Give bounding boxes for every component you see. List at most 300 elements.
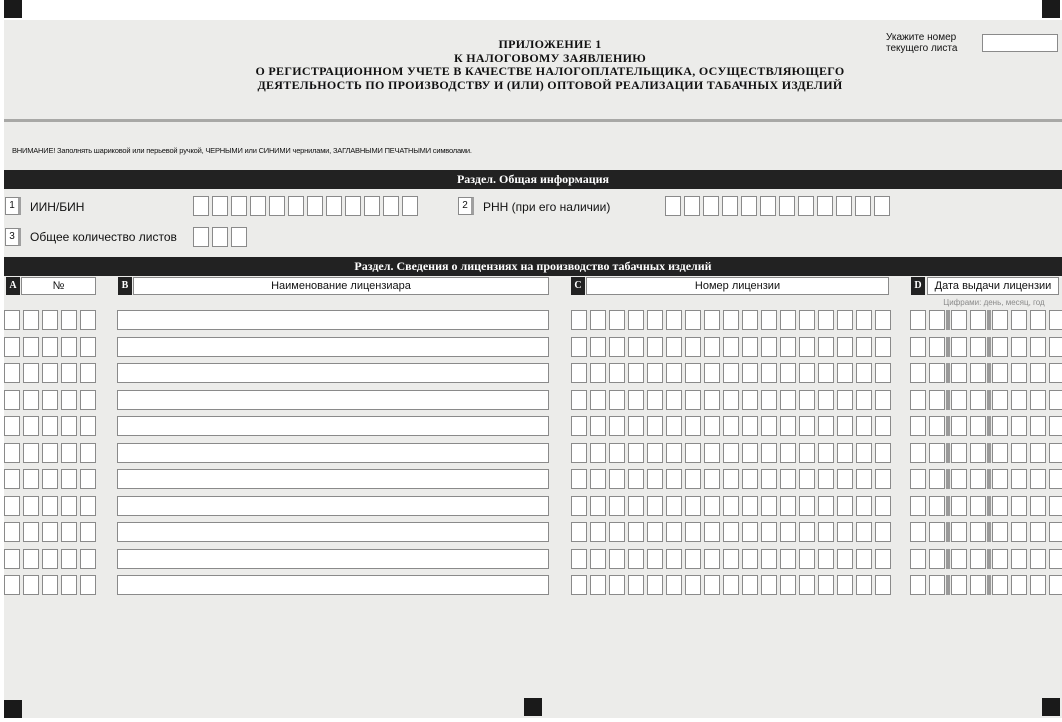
license-number-cell[interactable] bbox=[780, 549, 796, 569]
license-number-cell[interactable] bbox=[685, 443, 701, 463]
license-number-cell[interactable] bbox=[799, 549, 815, 569]
issue-date-cell[interactable] bbox=[1011, 310, 1027, 330]
issue-date-cell[interactable] bbox=[910, 363, 926, 383]
license-number-cell[interactable] bbox=[723, 310, 739, 330]
license-number-cell[interactable] bbox=[704, 443, 720, 463]
license-number-cell[interactable] bbox=[818, 416, 834, 436]
row-number-cell[interactable] bbox=[23, 575, 39, 595]
issue-date-cell[interactable] bbox=[992, 363, 1008, 383]
license-number-cell[interactable] bbox=[571, 363, 587, 383]
row-number-cell[interactable] bbox=[42, 469, 58, 489]
row-number-cell[interactable] bbox=[23, 496, 39, 516]
row-number-cell[interactable] bbox=[80, 337, 96, 357]
row-number-cell[interactable] bbox=[23, 390, 39, 410]
license-number-cell[interactable] bbox=[609, 549, 625, 569]
license-number-cell[interactable] bbox=[685, 310, 701, 330]
license-number-cell[interactable] bbox=[761, 496, 777, 516]
license-number-cell[interactable] bbox=[590, 390, 606, 410]
licensor-name-input[interactable] bbox=[117, 522, 549, 542]
row-number-cell[interactable] bbox=[80, 310, 96, 330]
licensor-name-input[interactable] bbox=[117, 469, 549, 489]
license-number-cell[interactable] bbox=[799, 575, 815, 595]
issue-date-cell[interactable] bbox=[910, 337, 926, 357]
license-number-cell[interactable] bbox=[685, 337, 701, 357]
iin-bin-cell[interactable] bbox=[212, 196, 228, 216]
row-number-cell[interactable] bbox=[42, 337, 58, 357]
license-number-cell[interactable] bbox=[742, 390, 758, 410]
license-number-cell[interactable] bbox=[666, 390, 682, 410]
license-number-cell[interactable] bbox=[647, 522, 663, 542]
license-number-cell[interactable] bbox=[704, 416, 720, 436]
issue-date-cell[interactable] bbox=[1049, 549, 1062, 569]
license-number-cell[interactable] bbox=[628, 363, 644, 383]
row-number-cell[interactable] bbox=[23, 522, 39, 542]
license-number-cell[interactable] bbox=[875, 443, 891, 463]
license-number-cell[interactable] bbox=[571, 496, 587, 516]
licensor-name-input[interactable] bbox=[117, 496, 549, 516]
license-number-cell[interactable] bbox=[704, 549, 720, 569]
issue-date-cell[interactable] bbox=[910, 522, 926, 542]
license-number-cell[interactable] bbox=[875, 522, 891, 542]
license-number-cell[interactable] bbox=[799, 522, 815, 542]
rnn-cell[interactable] bbox=[836, 196, 852, 216]
row-number-cell[interactable] bbox=[42, 363, 58, 383]
license-number-cell[interactable] bbox=[723, 337, 739, 357]
iin-bin-cell[interactable] bbox=[269, 196, 285, 216]
license-number-cell[interactable] bbox=[590, 337, 606, 357]
iin-bin-cell[interactable] bbox=[250, 196, 266, 216]
issue-date-cell[interactable] bbox=[1049, 575, 1062, 595]
license-number-cell[interactable] bbox=[571, 310, 587, 330]
license-number-cell[interactable] bbox=[780, 337, 796, 357]
license-number-cell[interactable] bbox=[742, 363, 758, 383]
license-number-cell[interactable] bbox=[837, 496, 853, 516]
license-number-cell[interactable] bbox=[761, 390, 777, 410]
issue-date-cell[interactable] bbox=[1011, 469, 1027, 489]
issue-date-cell[interactable] bbox=[1049, 416, 1062, 436]
rnn-cell[interactable] bbox=[703, 196, 719, 216]
license-number-cell[interactable] bbox=[590, 575, 606, 595]
license-number-cell[interactable] bbox=[609, 575, 625, 595]
iin-bin-cell[interactable] bbox=[231, 196, 247, 216]
license-number-cell[interactable] bbox=[875, 363, 891, 383]
iin-bin-cell[interactable] bbox=[307, 196, 323, 216]
row-number-cell[interactable] bbox=[4, 469, 20, 489]
license-number-cell[interactable] bbox=[818, 496, 834, 516]
issue-date-cell[interactable] bbox=[970, 443, 986, 463]
license-number-cell[interactable] bbox=[666, 310, 682, 330]
license-number-cell[interactable] bbox=[742, 522, 758, 542]
row-number-cell[interactable] bbox=[4, 522, 20, 542]
license-number-cell[interactable] bbox=[799, 310, 815, 330]
license-number-cell[interactable] bbox=[704, 310, 720, 330]
row-number-cell[interactable] bbox=[42, 575, 58, 595]
license-number-cell[interactable] bbox=[761, 443, 777, 463]
issue-date-cell[interactable] bbox=[929, 469, 945, 489]
sheet-count-cell[interactable] bbox=[212, 227, 228, 247]
license-number-cell[interactable] bbox=[837, 575, 853, 595]
issue-date-cell[interactable] bbox=[910, 416, 926, 436]
license-number-cell[interactable] bbox=[628, 469, 644, 489]
row-number-cell[interactable] bbox=[23, 337, 39, 357]
license-number-cell[interactable] bbox=[780, 390, 796, 410]
license-number-cell[interactable] bbox=[571, 522, 587, 542]
license-number-cell[interactable] bbox=[799, 390, 815, 410]
license-number-cell[interactable] bbox=[685, 575, 701, 595]
license-number-cell[interactable] bbox=[647, 469, 663, 489]
license-number-cell[interactable] bbox=[590, 310, 606, 330]
license-number-cell[interactable] bbox=[856, 390, 872, 410]
license-number-cell[interactable] bbox=[818, 310, 834, 330]
license-number-cell[interactable] bbox=[609, 443, 625, 463]
issue-date-cell[interactable] bbox=[1030, 496, 1046, 516]
license-number-cell[interactable] bbox=[818, 469, 834, 489]
issue-date-cell[interactable] bbox=[1011, 522, 1027, 542]
license-number-cell[interactable] bbox=[856, 522, 872, 542]
license-number-cell[interactable] bbox=[761, 416, 777, 436]
license-number-cell[interactable] bbox=[723, 469, 739, 489]
license-number-cell[interactable] bbox=[647, 337, 663, 357]
license-number-cell[interactable] bbox=[761, 549, 777, 569]
issue-date-cell[interactable] bbox=[970, 363, 986, 383]
issue-date-cell[interactable] bbox=[1011, 496, 1027, 516]
issue-date-cell[interactable] bbox=[992, 522, 1008, 542]
license-number-cell[interactable] bbox=[628, 549, 644, 569]
license-number-cell[interactable] bbox=[723, 416, 739, 436]
license-number-cell[interactable] bbox=[818, 337, 834, 357]
issue-date-cell[interactable] bbox=[951, 443, 967, 463]
license-number-cell[interactable] bbox=[856, 469, 872, 489]
license-number-cell[interactable] bbox=[723, 363, 739, 383]
license-number-cell[interactable] bbox=[799, 337, 815, 357]
issue-date-cell[interactable] bbox=[951, 575, 967, 595]
license-number-cell[interactable] bbox=[590, 522, 606, 542]
license-number-cell[interactable] bbox=[666, 522, 682, 542]
issue-date-cell[interactable] bbox=[951, 469, 967, 489]
row-number-cell[interactable] bbox=[4, 443, 20, 463]
license-number-cell[interactable] bbox=[647, 496, 663, 516]
license-number-cell[interactable] bbox=[685, 522, 701, 542]
row-number-cell[interactable] bbox=[42, 496, 58, 516]
rnn-cell[interactable] bbox=[665, 196, 681, 216]
row-number-cell[interactable] bbox=[23, 416, 39, 436]
issue-date-cell[interactable] bbox=[929, 575, 945, 595]
issue-date-cell[interactable] bbox=[970, 390, 986, 410]
row-number-cell[interactable] bbox=[61, 310, 77, 330]
iin-bin-cell[interactable] bbox=[402, 196, 418, 216]
issue-date-cell[interactable] bbox=[1030, 522, 1046, 542]
issue-date-cell[interactable] bbox=[929, 522, 945, 542]
license-number-cell[interactable] bbox=[742, 337, 758, 357]
licensor-name-input[interactable] bbox=[117, 443, 549, 463]
issue-date-cell[interactable] bbox=[970, 310, 986, 330]
row-number-cell[interactable] bbox=[61, 549, 77, 569]
license-number-cell[interactable] bbox=[856, 416, 872, 436]
row-number-cell[interactable] bbox=[23, 310, 39, 330]
row-number-cell[interactable] bbox=[42, 522, 58, 542]
issue-date-cell[interactable] bbox=[951, 310, 967, 330]
license-number-cell[interactable] bbox=[647, 390, 663, 410]
issue-date-cell[interactable] bbox=[992, 469, 1008, 489]
license-number-cell[interactable] bbox=[685, 496, 701, 516]
issue-date-cell[interactable] bbox=[929, 549, 945, 569]
issue-date-cell[interactable] bbox=[970, 496, 986, 516]
row-number-cell[interactable] bbox=[23, 549, 39, 569]
license-number-cell[interactable] bbox=[609, 337, 625, 357]
licensor-name-input[interactable] bbox=[117, 549, 549, 569]
license-number-cell[interactable] bbox=[609, 390, 625, 410]
rnn-cell[interactable] bbox=[855, 196, 871, 216]
issue-date-cell[interactable] bbox=[970, 416, 986, 436]
license-number-cell[interactable] bbox=[571, 416, 587, 436]
license-number-cell[interactable] bbox=[571, 443, 587, 463]
issue-date-cell[interactable] bbox=[1030, 310, 1046, 330]
license-number-cell[interactable] bbox=[780, 416, 796, 436]
license-number-cell[interactable] bbox=[590, 469, 606, 489]
license-number-cell[interactable] bbox=[761, 522, 777, 542]
row-number-cell[interactable] bbox=[61, 363, 77, 383]
license-number-cell[interactable] bbox=[590, 416, 606, 436]
row-number-cell[interactable] bbox=[42, 416, 58, 436]
license-number-cell[interactable] bbox=[628, 443, 644, 463]
row-number-cell[interactable] bbox=[4, 549, 20, 569]
licensor-name-input[interactable] bbox=[117, 337, 549, 357]
license-number-cell[interactable] bbox=[780, 363, 796, 383]
issue-date-cell[interactable] bbox=[951, 549, 967, 569]
license-number-cell[interactable] bbox=[761, 310, 777, 330]
license-number-cell[interactable] bbox=[818, 549, 834, 569]
license-number-cell[interactable] bbox=[590, 496, 606, 516]
iin-bin-cell[interactable] bbox=[193, 196, 209, 216]
license-number-cell[interactable] bbox=[818, 575, 834, 595]
row-number-cell[interactable] bbox=[4, 390, 20, 410]
row-number-cell[interactable] bbox=[80, 390, 96, 410]
issue-date-cell[interactable] bbox=[1011, 363, 1027, 383]
license-number-cell[interactable] bbox=[742, 496, 758, 516]
rnn-cell[interactable] bbox=[874, 196, 890, 216]
license-number-cell[interactable] bbox=[609, 363, 625, 383]
row-number-cell[interactable] bbox=[80, 443, 96, 463]
licensor-name-input[interactable] bbox=[117, 363, 549, 383]
sheet-count-cell[interactable] bbox=[193, 227, 209, 247]
license-number-cell[interactable] bbox=[761, 469, 777, 489]
license-number-cell[interactable] bbox=[818, 522, 834, 542]
license-number-cell[interactable] bbox=[590, 363, 606, 383]
issue-date-cell[interactable] bbox=[951, 496, 967, 516]
license-number-cell[interactable] bbox=[837, 549, 853, 569]
license-number-cell[interactable] bbox=[856, 337, 872, 357]
license-number-cell[interactable] bbox=[780, 522, 796, 542]
issue-date-cell[interactable] bbox=[1030, 337, 1046, 357]
issue-date-cell[interactable] bbox=[1011, 575, 1027, 595]
license-number-cell[interactable] bbox=[685, 416, 701, 436]
row-number-cell[interactable] bbox=[61, 522, 77, 542]
issue-date-cell[interactable] bbox=[951, 363, 967, 383]
license-number-cell[interactable] bbox=[704, 575, 720, 595]
issue-date-cell[interactable] bbox=[992, 443, 1008, 463]
iin-bin-cell[interactable] bbox=[288, 196, 304, 216]
rnn-cell[interactable] bbox=[760, 196, 776, 216]
row-number-cell[interactable] bbox=[4, 363, 20, 383]
issue-date-cell[interactable] bbox=[992, 575, 1008, 595]
license-number-cell[interactable] bbox=[761, 337, 777, 357]
license-number-cell[interactable] bbox=[723, 390, 739, 410]
row-number-cell[interactable] bbox=[61, 575, 77, 595]
issue-date-cell[interactable] bbox=[910, 575, 926, 595]
license-number-cell[interactable] bbox=[609, 416, 625, 436]
row-number-cell[interactable] bbox=[80, 469, 96, 489]
license-number-cell[interactable] bbox=[571, 549, 587, 569]
issue-date-cell[interactable] bbox=[970, 522, 986, 542]
license-number-cell[interactable] bbox=[856, 575, 872, 595]
license-number-cell[interactable] bbox=[571, 575, 587, 595]
rnn-cell[interactable] bbox=[817, 196, 833, 216]
row-number-cell[interactable] bbox=[4, 310, 20, 330]
licensor-name-input[interactable] bbox=[117, 416, 549, 436]
row-number-cell[interactable] bbox=[80, 522, 96, 542]
row-number-cell[interactable] bbox=[80, 549, 96, 569]
issue-date-cell[interactable] bbox=[929, 310, 945, 330]
license-number-cell[interactable] bbox=[571, 390, 587, 410]
sheet-number-input[interactable] bbox=[982, 34, 1058, 52]
issue-date-cell[interactable] bbox=[1011, 549, 1027, 569]
row-number-cell[interactable] bbox=[80, 416, 96, 436]
row-number-cell[interactable] bbox=[80, 496, 96, 516]
license-number-cell[interactable] bbox=[647, 549, 663, 569]
row-number-cell[interactable] bbox=[4, 337, 20, 357]
license-number-cell[interactable] bbox=[799, 363, 815, 383]
row-number-cell[interactable] bbox=[23, 443, 39, 463]
row-number-cell[interactable] bbox=[61, 469, 77, 489]
sheet-count-cell[interactable] bbox=[231, 227, 247, 247]
license-number-cell[interactable] bbox=[723, 522, 739, 542]
iin-bin-cell[interactable] bbox=[326, 196, 342, 216]
iin-bin-cell[interactable] bbox=[345, 196, 361, 216]
license-number-cell[interactable] bbox=[590, 443, 606, 463]
issue-date-cell[interactable] bbox=[970, 469, 986, 489]
row-number-cell[interactable] bbox=[4, 496, 20, 516]
issue-date-cell[interactable] bbox=[970, 549, 986, 569]
license-number-cell[interactable] bbox=[666, 363, 682, 383]
license-number-cell[interactable] bbox=[628, 337, 644, 357]
license-number-cell[interactable] bbox=[742, 549, 758, 569]
license-number-cell[interactable] bbox=[742, 416, 758, 436]
issue-date-cell[interactable] bbox=[951, 416, 967, 436]
license-number-cell[interactable] bbox=[799, 416, 815, 436]
licensor-name-input[interactable] bbox=[117, 575, 549, 595]
license-number-cell[interactable] bbox=[685, 549, 701, 569]
issue-date-cell[interactable] bbox=[1030, 390, 1046, 410]
license-number-cell[interactable] bbox=[856, 443, 872, 463]
issue-date-cell[interactable] bbox=[929, 390, 945, 410]
issue-date-cell[interactable] bbox=[929, 443, 945, 463]
license-number-cell[interactable] bbox=[761, 363, 777, 383]
issue-date-cell[interactable] bbox=[970, 337, 986, 357]
license-number-cell[interactable] bbox=[704, 522, 720, 542]
row-number-cell[interactable] bbox=[61, 390, 77, 410]
row-number-cell[interactable] bbox=[23, 363, 39, 383]
license-number-cell[interactable] bbox=[571, 469, 587, 489]
license-number-cell[interactable] bbox=[723, 575, 739, 595]
license-number-cell[interactable] bbox=[799, 443, 815, 463]
license-number-cell[interactable] bbox=[647, 363, 663, 383]
issue-date-cell[interactable] bbox=[929, 416, 945, 436]
row-number-cell[interactable] bbox=[61, 337, 77, 357]
license-number-cell[interactable] bbox=[666, 337, 682, 357]
issue-date-cell[interactable] bbox=[951, 522, 967, 542]
issue-date-cell[interactable] bbox=[910, 469, 926, 489]
license-number-cell[interactable] bbox=[818, 443, 834, 463]
license-number-cell[interactable] bbox=[856, 496, 872, 516]
issue-date-cell[interactable] bbox=[1011, 443, 1027, 463]
issue-date-cell[interactable] bbox=[1049, 337, 1062, 357]
license-number-cell[interactable] bbox=[647, 443, 663, 463]
license-number-cell[interactable] bbox=[780, 469, 796, 489]
licensor-name-input[interactable] bbox=[117, 390, 549, 410]
issue-date-cell[interactable] bbox=[1011, 416, 1027, 436]
issue-date-cell[interactable] bbox=[1030, 443, 1046, 463]
license-number-cell[interactable] bbox=[628, 310, 644, 330]
rnn-cell[interactable] bbox=[779, 196, 795, 216]
license-number-cell[interactable] bbox=[856, 363, 872, 383]
issue-date-cell[interactable] bbox=[1030, 416, 1046, 436]
issue-date-cell[interactable] bbox=[992, 390, 1008, 410]
license-number-cell[interactable] bbox=[837, 416, 853, 436]
issue-date-cell[interactable] bbox=[1049, 469, 1062, 489]
issue-date-cell[interactable] bbox=[1049, 310, 1062, 330]
license-number-cell[interactable] bbox=[628, 496, 644, 516]
license-number-cell[interactable] bbox=[704, 390, 720, 410]
license-number-cell[interactable] bbox=[875, 337, 891, 357]
license-number-cell[interactable] bbox=[666, 416, 682, 436]
license-number-cell[interactable] bbox=[875, 416, 891, 436]
licensor-name-input[interactable] bbox=[117, 310, 549, 330]
rnn-cell[interactable] bbox=[684, 196, 700, 216]
issue-date-cell[interactable] bbox=[1049, 496, 1062, 516]
license-number-cell[interactable] bbox=[837, 443, 853, 463]
license-number-cell[interactable] bbox=[647, 416, 663, 436]
issue-date-cell[interactable] bbox=[951, 390, 967, 410]
license-number-cell[interactable] bbox=[647, 310, 663, 330]
license-number-cell[interactable] bbox=[628, 522, 644, 542]
row-number-cell[interactable] bbox=[42, 443, 58, 463]
license-number-cell[interactable] bbox=[609, 469, 625, 489]
license-number-cell[interactable] bbox=[685, 469, 701, 489]
issue-date-cell[interactable] bbox=[1030, 363, 1046, 383]
license-number-cell[interactable] bbox=[837, 469, 853, 489]
issue-date-cell[interactable] bbox=[929, 337, 945, 357]
issue-date-cell[interactable] bbox=[1011, 390, 1027, 410]
license-number-cell[interactable] bbox=[666, 469, 682, 489]
row-number-cell[interactable] bbox=[61, 416, 77, 436]
row-number-cell[interactable] bbox=[23, 469, 39, 489]
license-number-cell[interactable] bbox=[856, 310, 872, 330]
license-number-cell[interactable] bbox=[875, 496, 891, 516]
license-number-cell[interactable] bbox=[742, 575, 758, 595]
license-number-cell[interactable] bbox=[856, 549, 872, 569]
license-number-cell[interactable] bbox=[609, 522, 625, 542]
row-number-cell[interactable] bbox=[80, 363, 96, 383]
issue-date-cell[interactable] bbox=[1049, 443, 1062, 463]
license-number-cell[interactable] bbox=[799, 496, 815, 516]
license-number-cell[interactable] bbox=[837, 363, 853, 383]
license-number-cell[interactable] bbox=[628, 575, 644, 595]
issue-date-cell[interactable] bbox=[992, 337, 1008, 357]
license-number-cell[interactable] bbox=[704, 363, 720, 383]
issue-date-cell[interactable] bbox=[1049, 522, 1062, 542]
issue-date-cell[interactable] bbox=[910, 549, 926, 569]
license-number-cell[interactable] bbox=[666, 575, 682, 595]
